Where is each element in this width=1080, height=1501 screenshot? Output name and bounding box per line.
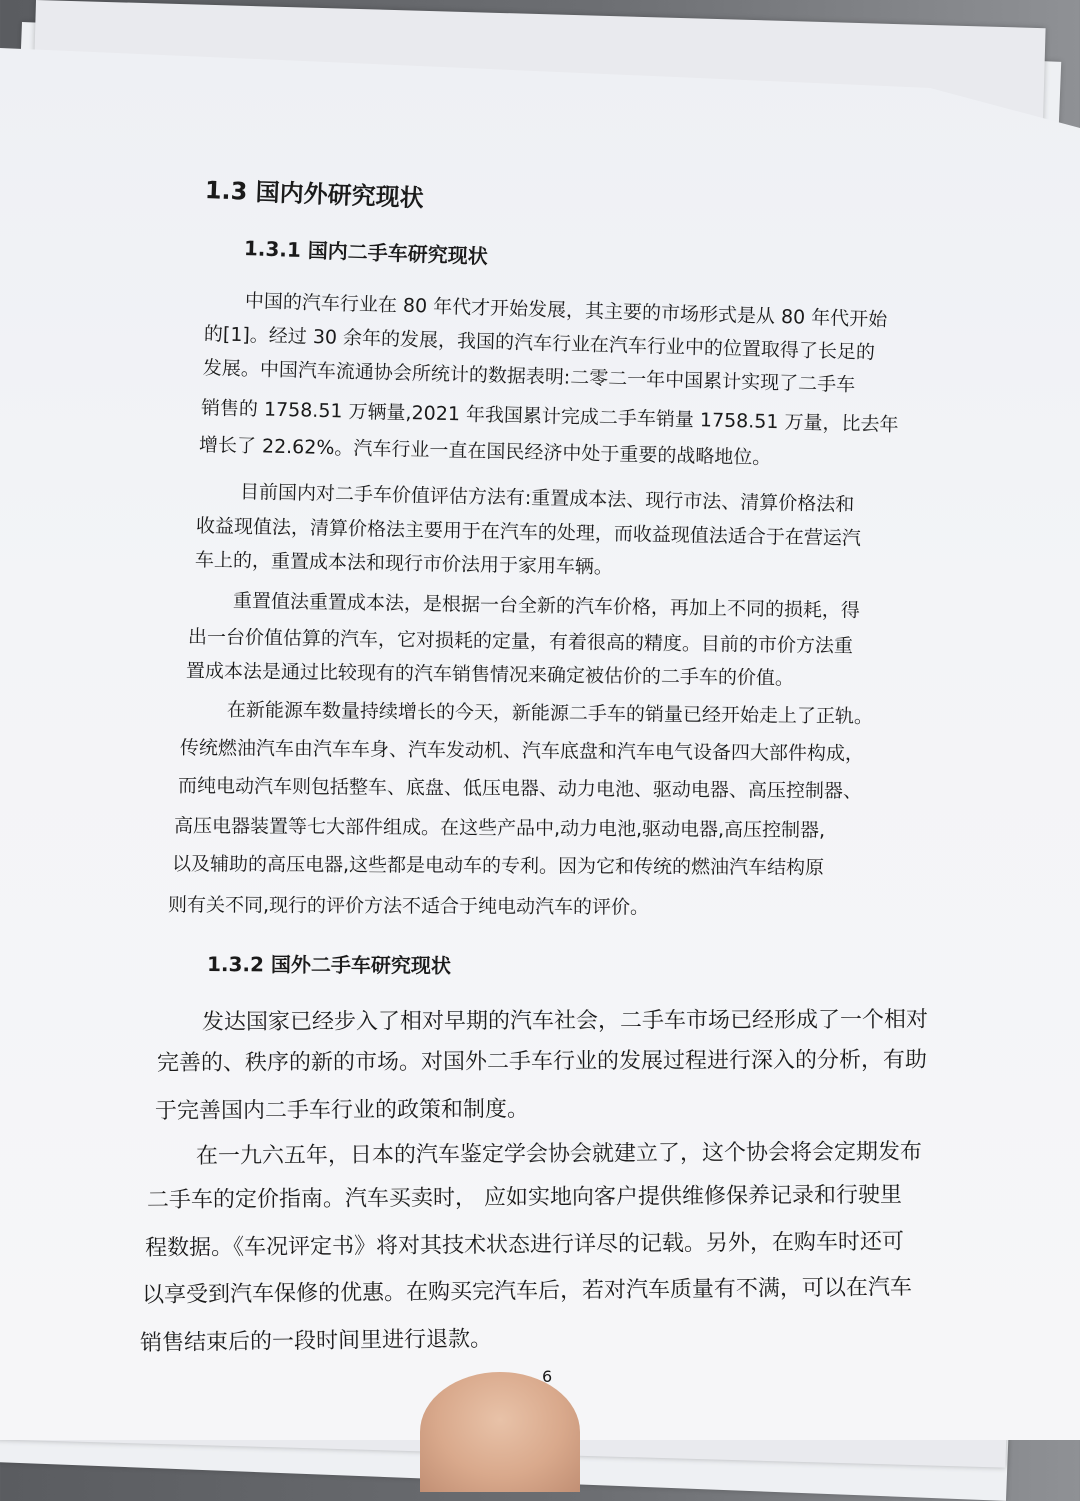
paragraph-line: 重置值法重置成本法，是根据一台全新的汽车价格，再加上不同的损耗，得 [232,590,861,622]
subsection-title: 1.3.1 国内二手车研究现状 [243,236,489,269]
page-number: 6 [542,1367,553,1386]
paragraph-line: 在新能源车数量持续增长的今天，新能源二手车的销量已经开始走上了正轨。 [226,699,874,728]
paragraph-line: 车上的，重置成本法和现行市价法用于家用车辆。 [194,549,614,579]
paragraph-line: 以享受到汽车保修的优惠。在购买完汽车后，若对汽车质量有不满，可以在汽车 [141,1274,913,1308]
paragraph-line: 置成本法是通过比较现有的汽车销售情况来确定被估价的二手车的价值。 [185,660,795,690]
paragraph-line: 二手车的定价指南。汽车买卖时， 应如实地向客户提供维修保养记录和行驶里 [146,1182,903,1213]
paragraph-line: 收益现值法，清算价格法主要用于在汽车的处理，而收益现值法适合于在营运汽 [195,515,862,550]
paragraph-line: 目前国内对二手车价值评估方法有:重置成本法、现行市法、清算价格法和 [239,481,855,516]
paragraph-line: 增长了 22.62%。汽车行业一直在国民经济中处于重要的战略地位。 [198,434,772,469]
paragraph-line: 传统燃油汽车由汽车车身、汽车发动机、汽车底盘和汽车电气设备四大部件构成， [179,737,865,765]
paragraph-line: 发达国家已经步入了相对早期的汽车社会，二手车市场已经形成了一个相对 [201,1007,929,1035]
thumb [420,1372,580,1492]
paragraph-line: 而纯电动汽车则包括整车、底盘、低压电器、动力电池、驱动电器、高压控制器、 [177,775,863,803]
paragraph-line: 发展。中国汽车流通协会所统计的数据表明:二零二一年中国累计实现了二手车 [202,357,856,397]
paragraph-line: 则有关不同,现行的评价方法不适合于纯电动汽车的评价。 [167,894,650,919]
paragraph-line: 以及辅助的高压电器,这些都是电动车的专利。因为它和传统的燃油汽车结构原 [171,853,825,879]
paragraph-line: 于完善国内二手车行业的政策和制度。 [154,1097,530,1124]
subsection-title: 1.3.2 国外二手车研究现状 [206,952,451,978]
paragraph-line: 在一九六五年，日本的汽车鉴定学会协会就建立了，这个协会将会定期发布 [195,1139,923,1169]
paragraph-line: 中国的汽车行业在 80 年代才开始发展，其主要的市场形式是从 80 年代开始 [244,290,888,332]
paragraph-line: 完善的、秩序的新的市场。对国外二手车行业的发展过程进行深入的分析，有助 [156,1047,928,1076]
section-title: 1.3 国内外研究现状 [204,176,425,213]
paragraph-line: 高压电器装置等七大部件组成。在这些产品中,动力电池,驱动电器,高压控制器, [173,815,826,842]
paragraph-line: 销售结束后的一段时间里进行退款。 [139,1326,493,1356]
paragraph-line: 的[1]。经过 30 余年的发展，我国的汽车行业在汽车行业中的位置取得了长足的 [203,323,876,364]
paragraph-line: 销售的 1758.51 万辆量,2021 年我国累计完成二手车销量 1758.51 万量，比去年 [200,397,899,437]
paragraph-line: 程数据。《车况评定书》将对其技术状态进行详尽的记载。另外，在购车时还可 [144,1229,905,1261]
paragraph-line: 出一台价值估算的汽车，它对损耗的定量，有着很高的精度。目前的市价方法重 [187,626,854,658]
